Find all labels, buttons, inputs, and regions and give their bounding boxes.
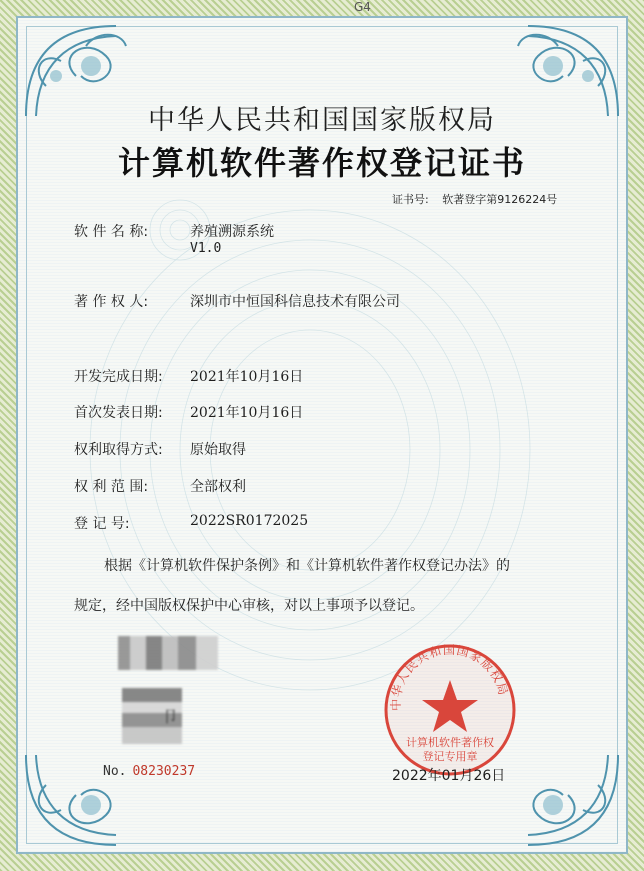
seal-line-2: 登记专用章 <box>422 750 478 763</box>
field-rights-scope <box>74 476 246 496</box>
field-label: 登 记 号: <box>74 516 130 532</box>
serial-number <box>103 764 195 779</box>
field-value: 养殖溯源系统 <box>190 224 274 240</box>
official-seal-icon <box>380 640 520 780</box>
field-value: 2021年10月16日 <box>190 405 304 421</box>
corner-ornament-icon <box>16 735 156 855</box>
field-value: 2022SR0172025 <box>190 513 309 529</box>
field-label: 软 件 名 称: <box>74 224 149 240</box>
statement-line-1: 根据《计算机软件保护条例》和《计算机软件著作权登记办法》的 <box>104 558 510 574</box>
seal-line-1: 计算机软件著作权 <box>406 736 494 749</box>
field-label: 首次发表日期: <box>74 405 163 421</box>
issuing-authority: 中华人民共和国国家版权局 <box>148 105 496 136</box>
redacted-signature-area <box>122 688 182 744</box>
software-version: V1.0 <box>190 241 222 256</box>
certificate-title: 计算机软件著作权登记证书 <box>117 144 526 182</box>
field-first-publication-date <box>74 402 303 422</box>
certificate-number <box>392 191 557 207</box>
field-registration-number <box>74 513 308 533</box>
serial-value: 08230237 <box>132 764 196 779</box>
field-label: 著 作 权 人: <box>74 294 149 310</box>
field-completion-date <box>74 366 303 386</box>
statement-line-2: 规定，经中国版权保护中心审核，对以上事项予以登记。 <box>74 598 424 614</box>
field-copyright-owner <box>74 291 400 311</box>
issue-date: 2022年01月26日 <box>392 768 506 784</box>
certificate-number-value: 软著登字第9126224号 <box>442 193 558 206</box>
seal-ring-text: 中华人民共和国国家版权局 <box>388 642 511 711</box>
field-label: 权 利 范 围: <box>74 479 149 495</box>
field-value: 深圳市中恒国科信息技术有限公司 <box>190 294 400 310</box>
certificate-number-label: 证书号: <box>392 193 429 206</box>
handwritten-note: G4 <box>354 0 371 14</box>
field-software-name <box>74 221 274 241</box>
field-label: 权利取得方式: <box>74 442 163 458</box>
field-value: 2021年10月16日 <box>190 369 304 385</box>
field-acquisition-method <box>74 439 246 459</box>
field-label: 开发完成日期: <box>74 369 163 385</box>
redacted-signature-area <box>118 636 218 670</box>
redacted-glyph: 卩 <box>162 707 179 726</box>
field-value: 全部权利 <box>190 479 246 495</box>
serial-label: No. <box>103 764 127 779</box>
field-value: 原始取得 <box>190 442 246 458</box>
